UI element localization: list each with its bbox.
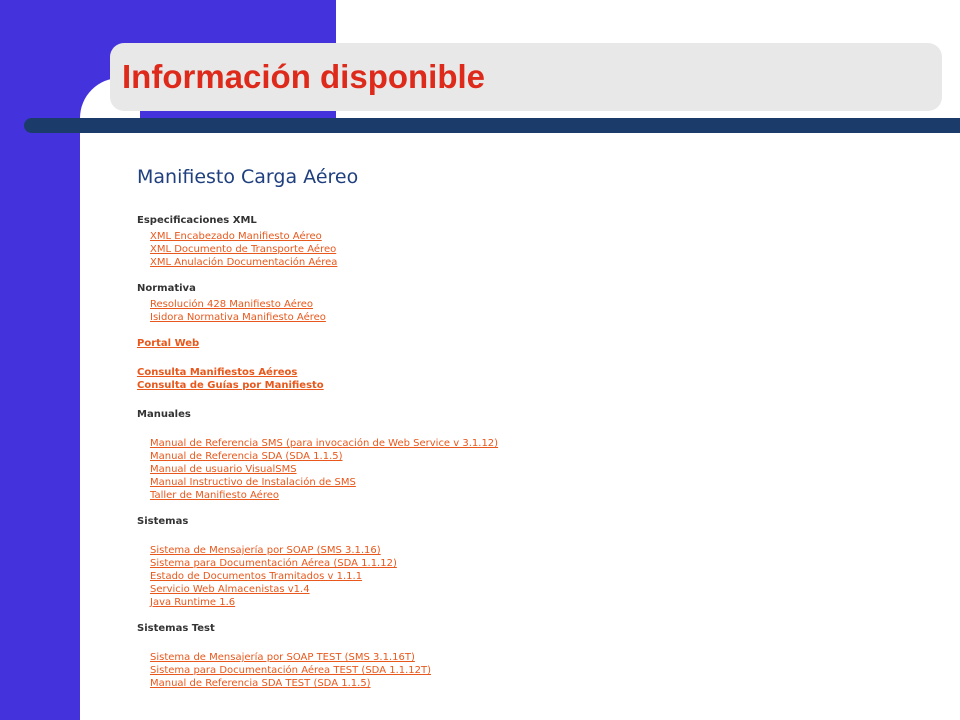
spacer [137, 528, 917, 541]
screenshot-content [137, 166, 917, 703]
page-heading: Manifiesto Carga Aéreo [137, 166, 359, 188]
link-manual-referencia-sms[interactable]: Manual de Referencia SMS (para invocación de Web Service v 3.1.12) [150, 438, 499, 449]
link-xml-anulacion[interactable]: XML Anulación Documentación Aérea [150, 257, 338, 268]
spacer [137, 421, 917, 434]
slide-title: Información disponible [122, 58, 486, 95]
section-title-especificaciones: Especificaciones XML [137, 215, 257, 226]
link-servicio-almacenistas[interactable]: Servicio Web Almacenistas v1.4 [150, 584, 310, 595]
section-title-sistemas: Sistemas [137, 516, 189, 527]
link-consulta-guias[interactable]: Consulta de Guías por Manifiesto [137, 380, 324, 391]
link-taller-manifiesto[interactable]: Taller de Manifiesto Aéreo [150, 490, 279, 501]
link-sistema-sda-test[interactable]: Sistema para Documentación Aérea TEST (SDA 1.1.12T) [150, 665, 432, 676]
link-sistema-sms-test[interactable]: Sistema de Mensajería por SOAP TEST (SMS 3.1.16T) [150, 652, 415, 663]
link-xml-encabezado[interactable]: XML Encabezado Manifiesto Aéreo [150, 231, 322, 242]
link-estado-documentos[interactable]: Estado de Documentos Tramitados v 1.1.1 [150, 571, 363, 582]
title-divider-bar [24, 118, 960, 133]
link-resolucion-428[interactable]: Resolución 428 Manifiesto Aéreo [150, 299, 314, 310]
link-manual-referencia-sda[interactable]: Manual de Referencia SDA (SDA 1.1.5) [150, 451, 343, 462]
section-manuales [137, 408, 917, 499]
link-list-especificaciones [137, 227, 917, 266]
section-especificaciones [137, 214, 917, 266]
link-manual-usuario-visualsms[interactable]: Manual de usuario VisualSMS [150, 464, 297, 475]
section-title-normativa: Normativa [137, 283, 196, 294]
link-list-normativa [137, 295, 917, 321]
spacer [137, 635, 917, 648]
section-normativa [137, 282, 917, 321]
link-sistema-sda[interactable]: Sistema para Documentación Aérea (SDA 1.1.12) [150, 558, 397, 569]
section-sistemas-test [137, 622, 917, 687]
link-list-sistemas-test [137, 648, 917, 687]
section-sistemas [137, 515, 917, 606]
link-java-runtime[interactable]: Java Runtime 1.6 [150, 597, 236, 608]
link-list-sistemas [137, 541, 917, 606]
section-title-manuales: Manuales [137, 409, 191, 420]
link-manual-sda-test[interactable]: Manual de Referencia SDA TEST (SDA 1.1.5) [150, 678, 371, 689]
section-consultas [137, 366, 917, 392]
link-xml-documento-transporte[interactable]: XML Documento de Transporte Aéreo [150, 244, 337, 255]
link-sistema-sms[interactable]: Sistema de Mensajería por SOAP (SMS 3.1.16) [150, 545, 381, 556]
section-portal [137, 337, 917, 350]
link-consulta-manifiestos[interactable]: Consulta Manifiestos Aéreos [137, 367, 298, 378]
link-manual-instalacion-sms[interactable]: Manual Instructivo de Instalación de SMS [150, 477, 356, 488]
link-list-manuales [137, 434, 917, 499]
link-portal-web[interactable]: Portal Web [137, 338, 200, 349]
link-isidora-normativa[interactable]: Isidora Normativa Manifiesto Aéreo [150, 312, 326, 323]
section-title-sistemas-test: Sistemas Test [137, 623, 215, 634]
